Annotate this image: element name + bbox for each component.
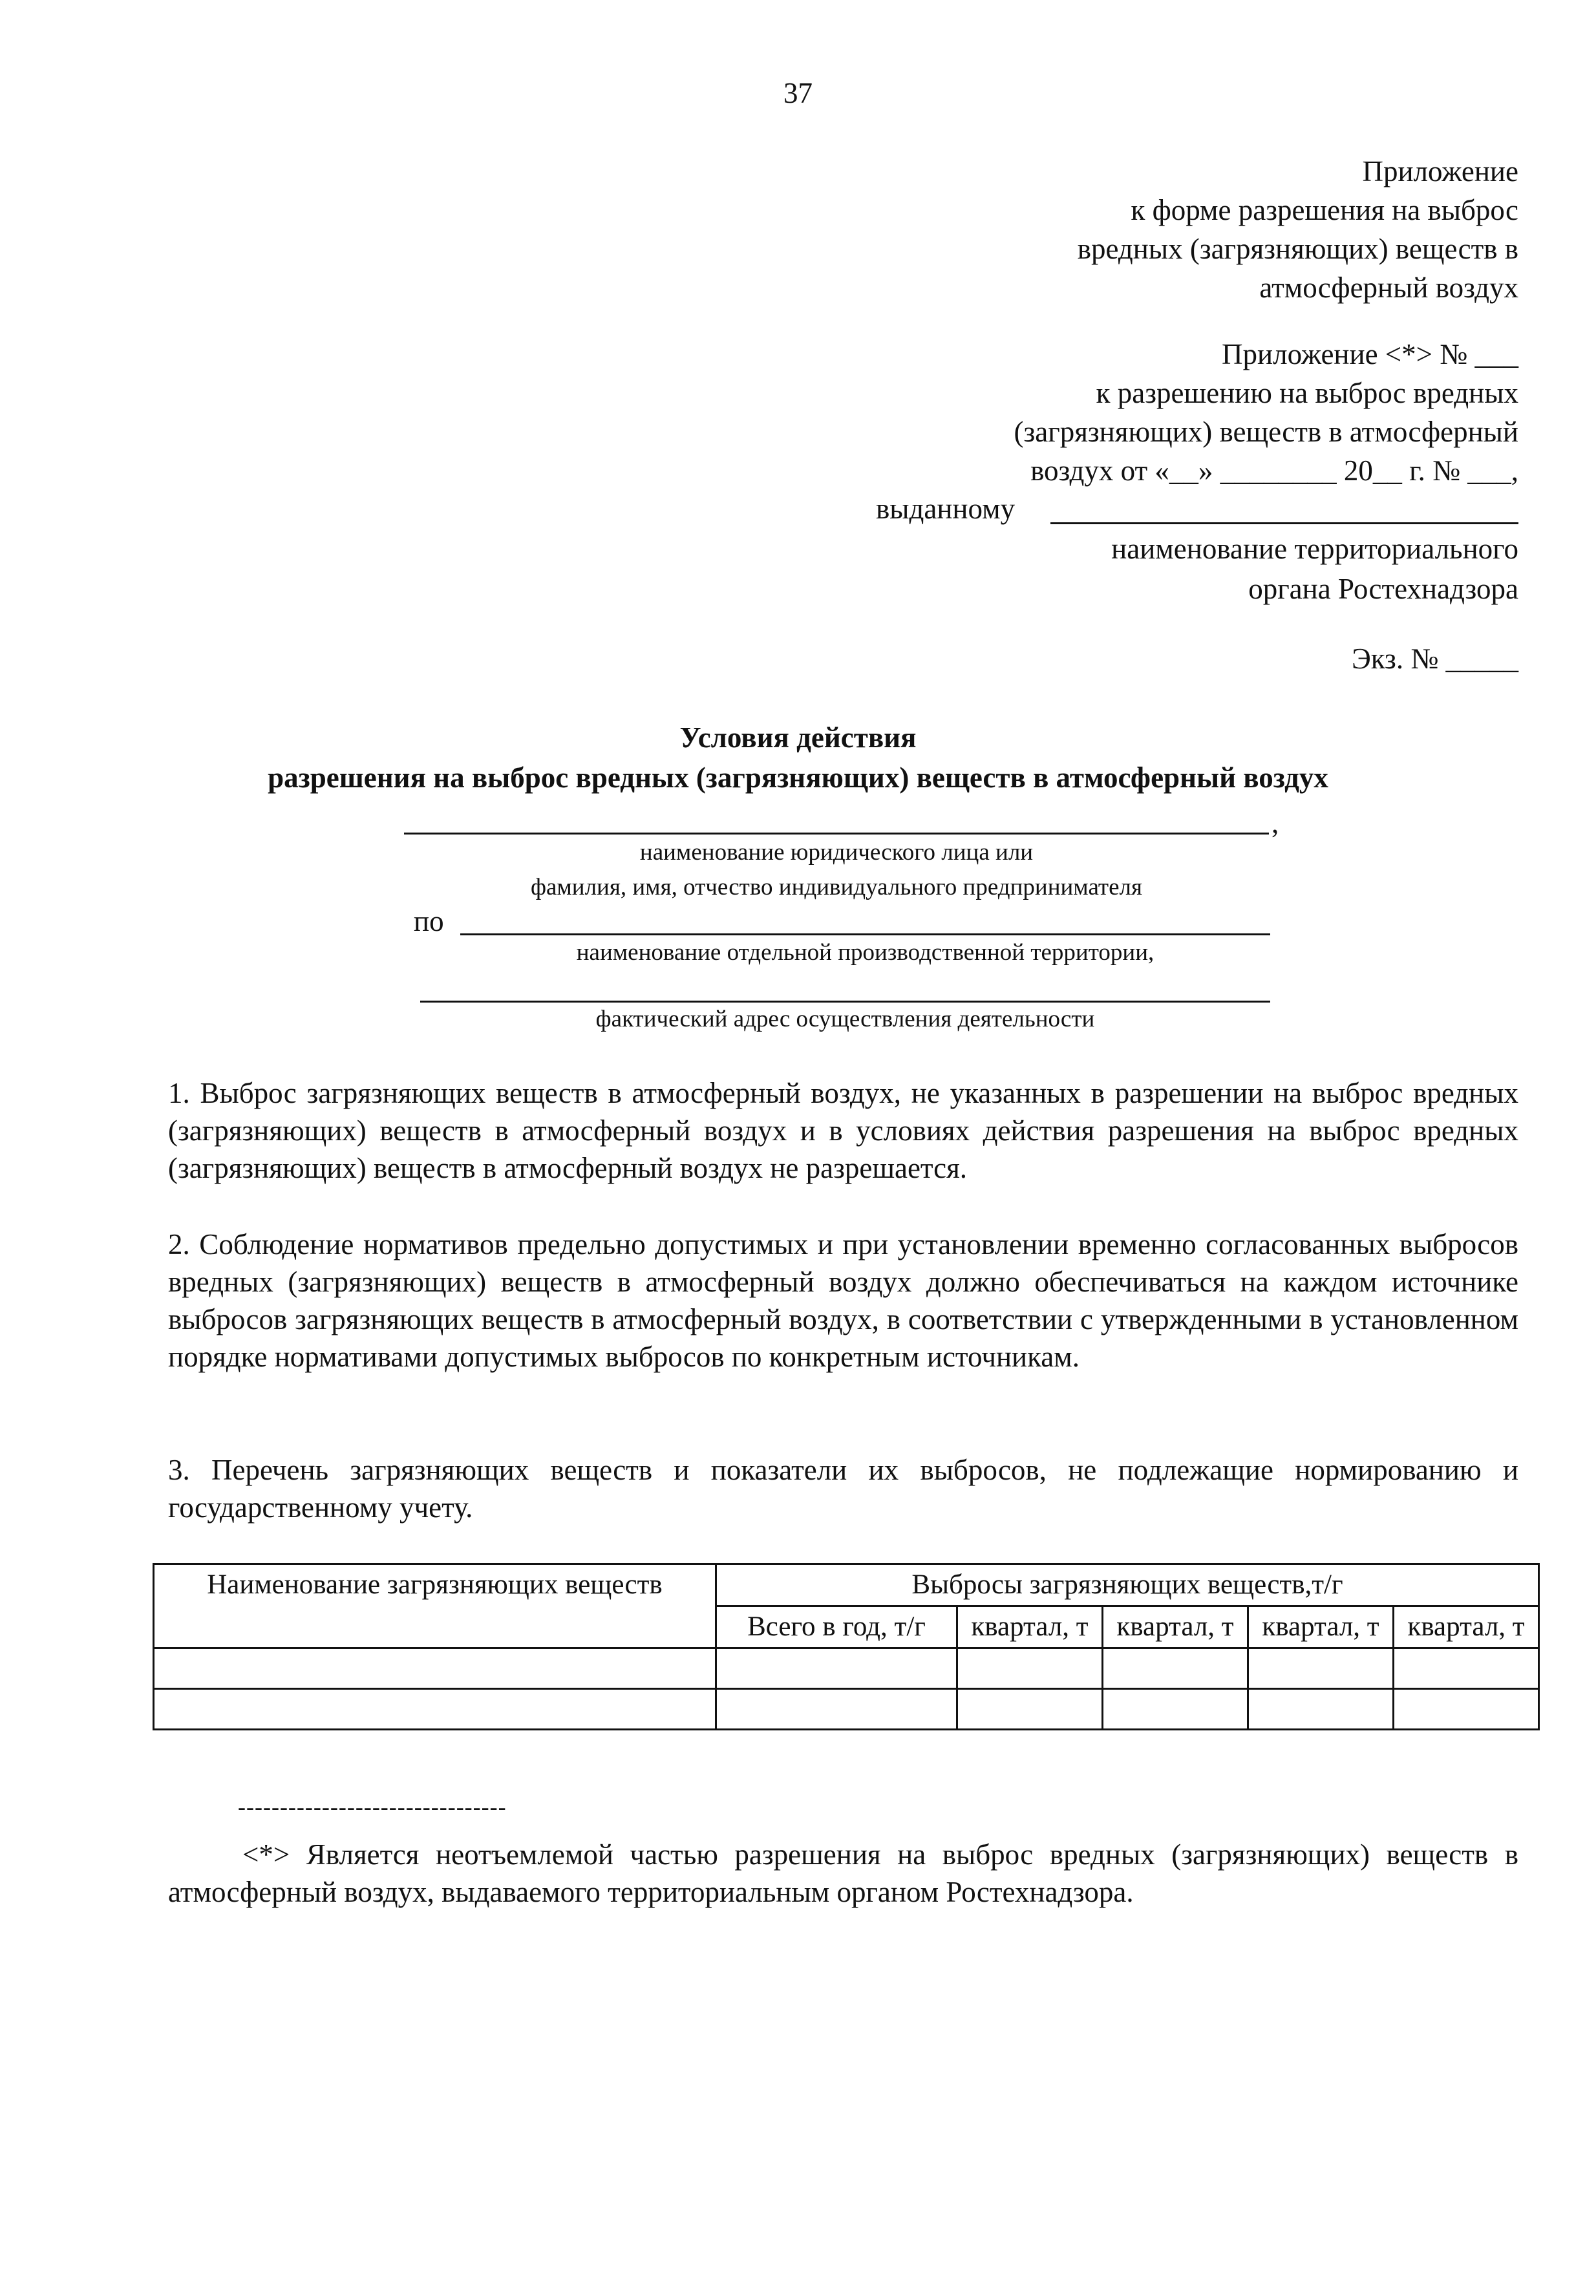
issued-to-line xyxy=(1050,522,1518,524)
table-row xyxy=(154,1688,1539,1729)
table-cell xyxy=(1103,1688,1248,1729)
col-quarter-2-header: квартал, т xyxy=(1103,1606,1248,1648)
table-cell xyxy=(1248,1688,1394,1729)
table-header-row-1 xyxy=(154,1564,1539,1606)
footnote-text: <*> Является неотъемлемой частью разрешения на выброс вредных (загрязняющих) веществ в атмосферный воздух, выдаваемого территориальным органом Ростехнадзора. xyxy=(168,1838,1518,1908)
header-line-4: атмосферный воздух xyxy=(1259,271,1518,304)
issuer-caption-2: органа Ростехнадзора xyxy=(1248,573,1518,605)
entity-name-line xyxy=(404,833,1269,834)
col-quarter-4-header: квартал, т xyxy=(1394,1606,1539,1648)
paragraph-1: 1. Выброс загрязняющих веществ в атмосферный воздух, не указанных в разрешении на выброс вредных (загрязняющих) веществ в атмосферный воздух и в условиях действия разрешения на выброс вредных (загрязняющих) веществ в атмосферный воздух не разрешается. xyxy=(168,1077,1518,1184)
table-cell xyxy=(1394,1648,1539,1688)
col-quarter-3-header: квартал, т xyxy=(1248,1606,1394,1648)
table-cell xyxy=(1394,1688,1539,1729)
appendix-line-2: к разрешению на выброс вредных xyxy=(1096,377,1518,409)
entity-caption xyxy=(404,835,1269,905)
header-line-1: Приложение xyxy=(1362,155,1518,187)
table-cell xyxy=(154,1648,716,1688)
table-cell xyxy=(716,1648,957,1688)
territory-line xyxy=(460,933,1270,935)
issuer-caption xyxy=(678,529,1518,609)
appendix-line-3: (загрязняющих) веществ в атмосферный xyxy=(1014,416,1518,448)
paragraph-2: 2. Соблюдение нормативов предельно допустимых и при установлении временно согласованных выбросов вредных (загрязняющих) веществ в атмосферный воздух должно обеспечиваться на каждом источнике выбросов загрязняющих веществ в атмосферный воздух, в соответствии с утвержденными в установленном порядке нормативами допустимых выбросов по конкретным источникам. xyxy=(168,1228,1518,1373)
copy-number: Экз. № _____ xyxy=(1352,643,1518,675)
table-cell xyxy=(1103,1648,1248,1688)
issuer-caption-1: наименование территориального xyxy=(1111,533,1518,565)
paragraph-3: 3. Перечень загрязняющих веществ и показатели их выбросов, не подлежащие нормированию и государственному учету. xyxy=(168,1454,1518,1524)
table-cell xyxy=(957,1688,1103,1729)
footnote-separator: -------------------------------- xyxy=(238,1794,507,1820)
table-cell xyxy=(957,1648,1103,1688)
col-year-header: Всего в год, т/г xyxy=(716,1606,957,1648)
address-caption: фактический адрес осуществления деятельности xyxy=(595,1006,1095,1032)
table-cell xyxy=(716,1688,957,1729)
header-block xyxy=(678,152,1518,307)
table-cell xyxy=(1248,1648,1394,1688)
col-quarter-1-header: квартал, т xyxy=(957,1606,1103,1648)
header-line-2: к форме разрешения на выброс xyxy=(1131,194,1518,226)
title-line-1: Условия действия xyxy=(679,721,917,754)
appendix-line-1: Приложение <*> № ___ xyxy=(1222,338,1518,370)
address-line xyxy=(420,1001,1270,1003)
emissions-table xyxy=(153,1563,1540,1730)
entity-comma: , xyxy=(1271,807,1279,839)
document-title xyxy=(0,717,1596,798)
table-cell xyxy=(154,1688,716,1729)
entity-caption-2: фамилия, имя, отчество индивидуального предпринимателя xyxy=(530,874,1142,900)
table-row xyxy=(154,1648,1539,1688)
territory-caption: наименование отдельной производственной территории, xyxy=(576,939,1154,966)
header-line-3: вредных (загрязняющих) веществ в xyxy=(1077,233,1518,265)
appendix-block xyxy=(678,335,1518,490)
emissions-group-header: Выбросы загрязняющих веществ,т/г xyxy=(716,1564,1539,1606)
appendix-line-4: воздух от «__» ________ 20__ г. № ___, xyxy=(1030,454,1518,487)
entity-caption-1: наименование юридического лица или xyxy=(639,839,1034,866)
page-number: 37 xyxy=(783,77,813,109)
issued-to-label: выданному xyxy=(876,493,1016,525)
by-label: по xyxy=(414,905,444,937)
col-substance-header: Наименование загрязняющих веществ xyxy=(154,1564,716,1648)
title-line-2: разрешения на выброс вредных (загрязняющих) веществ в атмосферный воздух xyxy=(268,761,1328,794)
